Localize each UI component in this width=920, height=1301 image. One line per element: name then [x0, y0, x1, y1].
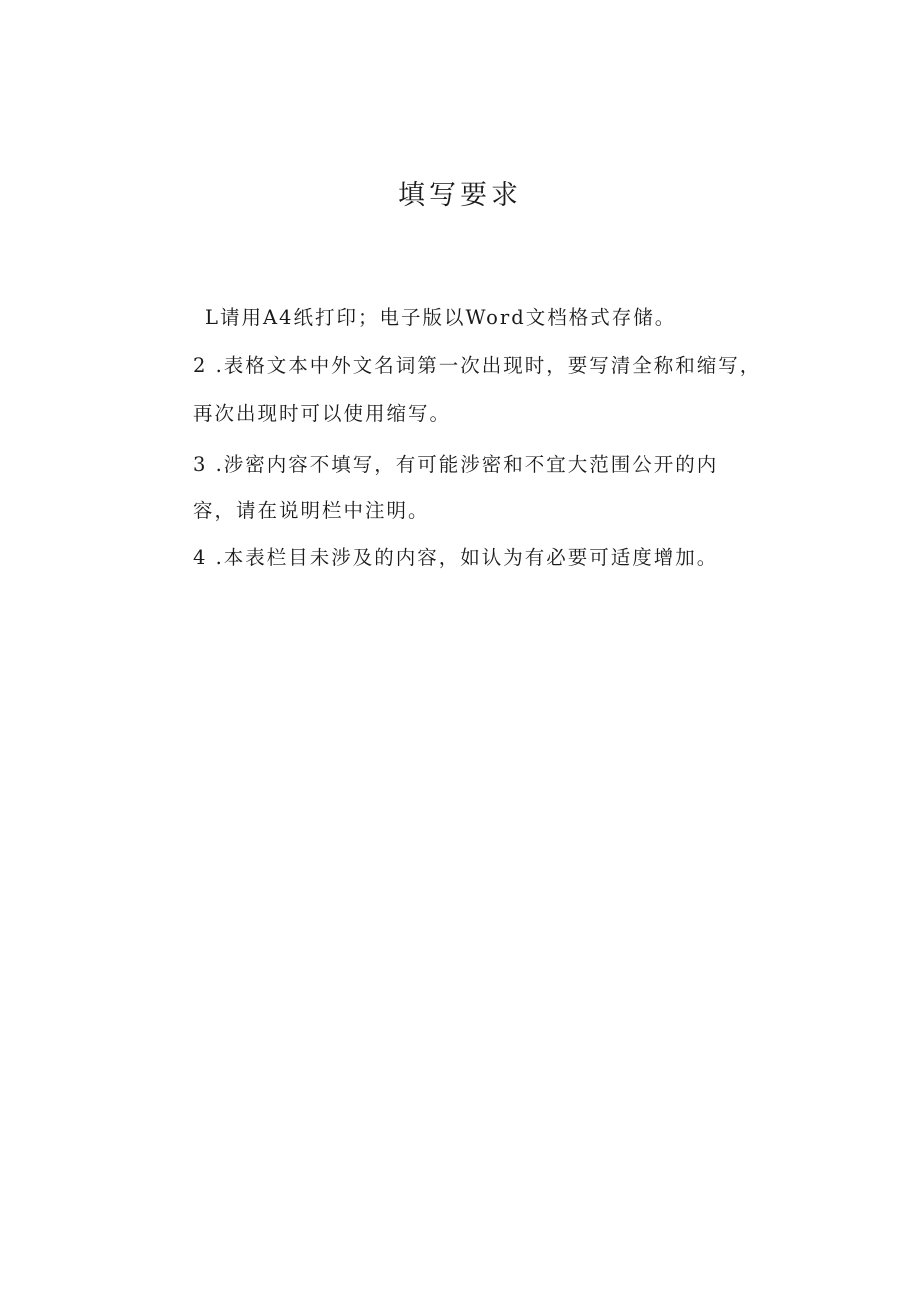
requirement-line-3: 3 .涉密内容不填写，有可能涉密和不宜大范围公开的内	[193, 453, 719, 476]
requirement-line-2-continued: 再次出现时可以使用缩写。	[193, 402, 452, 425]
requirement-line-1: L请用A4纸打印；电子版以Word文档格式存储。	[205, 306, 677, 329]
requirement-line-3-continued: 容，请在说明栏中注明。	[193, 499, 430, 522]
page-title: 填写要求	[398, 180, 522, 211]
requirement-line-2: 2 .表格文本中外文名词第一次出现时，要写清全称和缩写，	[193, 354, 762, 377]
requirement-line-4: 4 .本表栏目未涉及的内容，如认为有必要可适度增加。	[193, 546, 719, 569]
